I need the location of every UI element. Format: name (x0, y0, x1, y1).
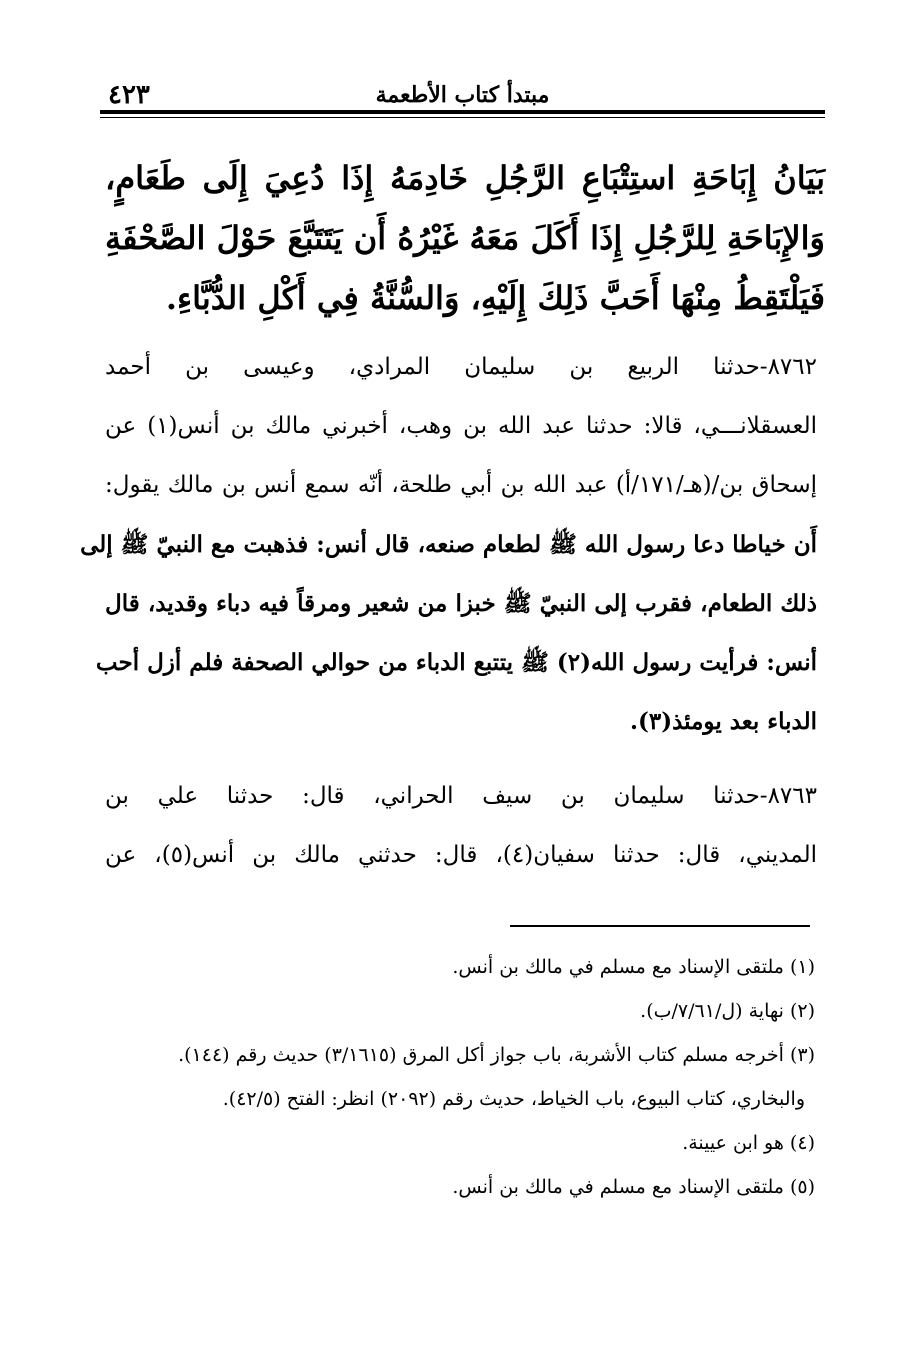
matn-line: الدباء بعد يومئذ(٣). (629, 708, 817, 735)
footnote: (٥) ملتقى الإسناد مع مسلم في مالك بن أنس. (452, 1176, 815, 1198)
header-rule-thin (100, 117, 825, 118)
text-line: إسحاق بن/(هـ/١٧١/أ) عبد الله بن أبي طلحة، أنّه سمع أنس بن مالك يقول: (105, 472, 817, 498)
footnote: (١) ملتقى الإسناد مع مسلم في مالك بن أنس. (452, 956, 815, 978)
footnote-continuation: والبخاري، كتاب البيوع، باب الخياط، حديث رقم (٢٠٩٢) انظر: الفتح (٤٢/٥). (222, 1088, 805, 1110)
hadith-8762 (80, 338, 817, 751)
text-line: ٨٧٦٣-حدثنا سليمان بن سيف الحراني، قال: حدثنا علي بن (105, 783, 817, 809)
hadith-8763 (105, 767, 817, 885)
text-line: ٨٧٦٢-حدثنا الربيع بن سليمان المرادي، وعيسى بن أحمد (105, 354, 817, 380)
footnote: (٢) نهاية (ل/٧/٦١/ب). (640, 1000, 815, 1022)
footnote: (٤) هو ابن عيينة. (682, 1132, 815, 1154)
footnotes (100, 945, 815, 1209)
running-title: مبتدأ كتاب الأطعمة (375, 82, 550, 108)
page-header (100, 80, 825, 118)
page-number: ٤٢٣ (108, 80, 150, 110)
text-line: العسقلانـــي، قالا: حدثنا عبد الله بن وهب، أخبرني مالك بن أنس(١) عن (105, 413, 817, 439)
chapter-title-line: وَالإِبَاحَةِ لِلرَّجُلِ إِذَا أَكَلَ مَعَهُ غَيْرُهُ أَن يَتَتَبَّعَ حَوْلَ الصَّحْفَةِ (105, 219, 825, 257)
header-rule-thick (100, 110, 825, 114)
matn-line: أنس: فرأيت رسول الله(٢) ﷺ يتتبع الدباء من حوالي الصحفة فلم أزل أحب (95, 649, 817, 676)
chapter-title-line: فَيَلْتَقِطُ مِنْهَا أَحَبَّ ذَلِكَ إِلَيْهِ، وَالسُّنَّةُ فِي أَكْلِ الدُّبَّاءِ. (165, 279, 825, 317)
chapter-title (105, 148, 825, 328)
matn-line: أَن خياطا دعا رسول الله ﷺ لطعام صنعه، قال أنس: فذهبت مع النبيّ ﷺ إلى (80, 531, 817, 558)
chapter-title-line: بَيَانُ إِبَاحَةِ استِتْبَاعِ الرَّجُلِ خَادِمَهُ إِذَا دُعِيَ إِلَى طَعَامٍ، (105, 159, 825, 197)
footnote: (٣) أخرجه مسلم كتاب الأشربة، باب جواز أكل المرق (٣/١٦١٥) حديث رقم (١٤٤). (178, 1044, 815, 1066)
paragraph-gap (105, 751, 817, 767)
footnote-separator (510, 925, 810, 927)
text-line: المديني، قال: حدثنا سفيان(٤)، قال: حدثني مالك بن أنس(٥)، عن (105, 842, 817, 868)
main-text (80, 338, 817, 885)
matn-line: ذلك الطعام، فقرب إلى النبيّ ﷺ خبزا من شعير ومرقاً فيه دباء وقديد، قال (105, 590, 817, 617)
